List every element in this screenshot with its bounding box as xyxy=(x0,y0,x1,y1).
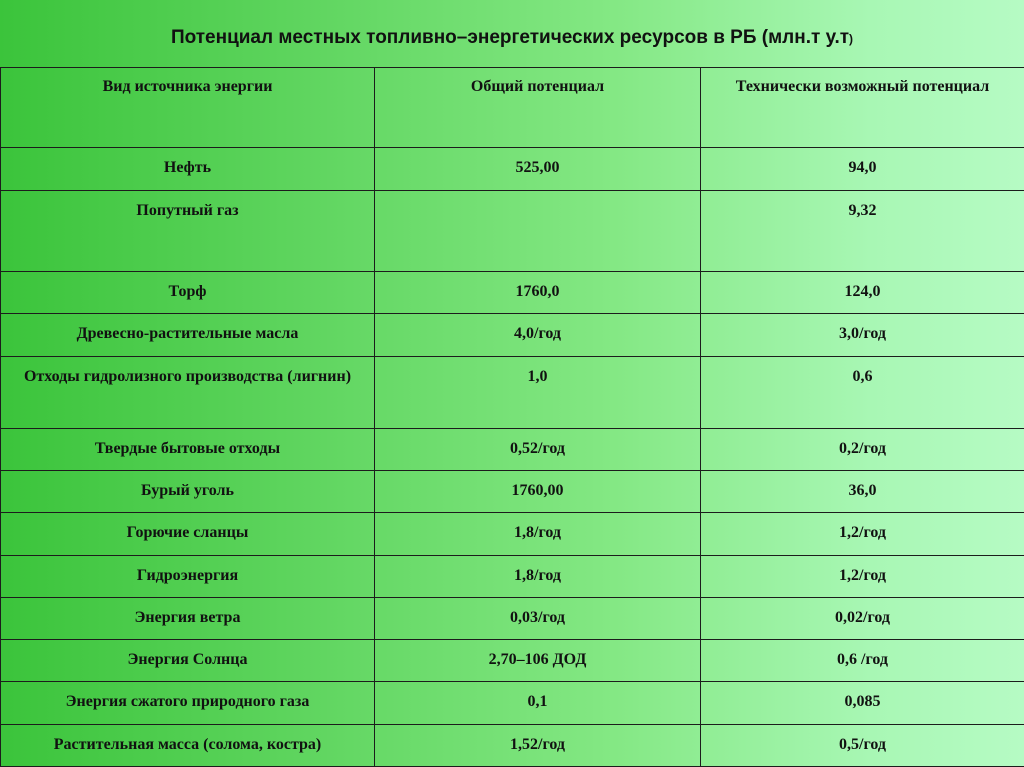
cell-source: Гидроэнергия xyxy=(1,555,375,597)
cell-total: 2,70–106 ДОД xyxy=(375,640,701,682)
cell-technical: 36,0 xyxy=(701,471,1024,513)
cell-source: Попутный газ xyxy=(1,190,375,271)
cell-technical: 0,2/год xyxy=(701,429,1024,471)
cell-total: 0,03/год xyxy=(375,597,701,639)
table-row xyxy=(1,513,1024,555)
cell-technical: 1,2/год xyxy=(701,513,1024,555)
table-row xyxy=(1,724,1024,766)
table-row xyxy=(1,597,1024,639)
cell-total: 1,8/год xyxy=(375,555,701,597)
cell-technical: 0,5/год xyxy=(701,724,1024,766)
table-row xyxy=(1,314,1024,356)
cell-total: 1,0 xyxy=(375,356,701,428)
cell-source: Энергия сжатого природного газа xyxy=(1,682,375,724)
cell-source: Энергия ветра xyxy=(1,597,375,639)
cell-total: 1,52/год xyxy=(375,724,701,766)
energy-resources-table xyxy=(0,67,1024,767)
cell-total: 4,0/год xyxy=(375,314,701,356)
cell-total xyxy=(375,190,701,271)
header-total: Общий потенциал xyxy=(375,68,701,148)
header-technical: Технически возможный потенциал xyxy=(701,68,1024,148)
table-row xyxy=(1,190,1024,271)
title-paren: ) xyxy=(849,32,854,46)
table-row xyxy=(1,640,1024,682)
cell-technical: 1,2/год xyxy=(701,555,1024,597)
table-row xyxy=(1,148,1024,190)
table-row xyxy=(1,555,1024,597)
cell-technical: 9,32 xyxy=(701,190,1024,271)
cell-technical: 0,6 /год xyxy=(701,640,1024,682)
cell-technical: 0,6 xyxy=(701,356,1024,428)
cell-source: Энергия Солнца xyxy=(1,640,375,682)
cell-technical: 3,0/год xyxy=(701,314,1024,356)
table-row xyxy=(1,356,1024,428)
table-row xyxy=(1,429,1024,471)
header-source: Вид источника энергии xyxy=(1,68,375,148)
cell-total: 0,52/год xyxy=(375,429,701,471)
page-title xyxy=(0,27,1024,49)
cell-source: Растительная масса (солома, костра) xyxy=(1,724,375,766)
cell-source: Бурый уголь xyxy=(1,471,375,513)
cell-technical: 0,02/год xyxy=(701,597,1024,639)
cell-source: Горючие сланцы xyxy=(1,513,375,555)
cell-total: 1,8/год xyxy=(375,513,701,555)
cell-source: Твердые бытовые отходы xyxy=(1,429,375,471)
cell-technical: 94,0 xyxy=(701,148,1024,190)
cell-source: Нефть xyxy=(1,148,375,190)
cell-source: Торф xyxy=(1,272,375,314)
cell-source: Древесно-растительные масла xyxy=(1,314,375,356)
cell-source: Отходы гидролизного производства (лигнин) xyxy=(1,356,375,428)
table-row xyxy=(1,471,1024,513)
cell-total: 525,00 xyxy=(375,148,701,190)
cell-total: 1760,00 xyxy=(375,471,701,513)
cell-total: 1760,0 xyxy=(375,272,701,314)
table-row xyxy=(1,272,1024,314)
table-header-row xyxy=(1,68,1024,148)
title-text: Потенциал местных топливно–энергетических ресурсов в РБ (млн.т у.т xyxy=(170,27,850,48)
cell-technical: 0,085 xyxy=(701,682,1024,724)
table-row xyxy=(1,682,1024,724)
cell-total: 0,1 xyxy=(375,682,701,724)
cell-technical: 124,0 xyxy=(701,272,1024,314)
